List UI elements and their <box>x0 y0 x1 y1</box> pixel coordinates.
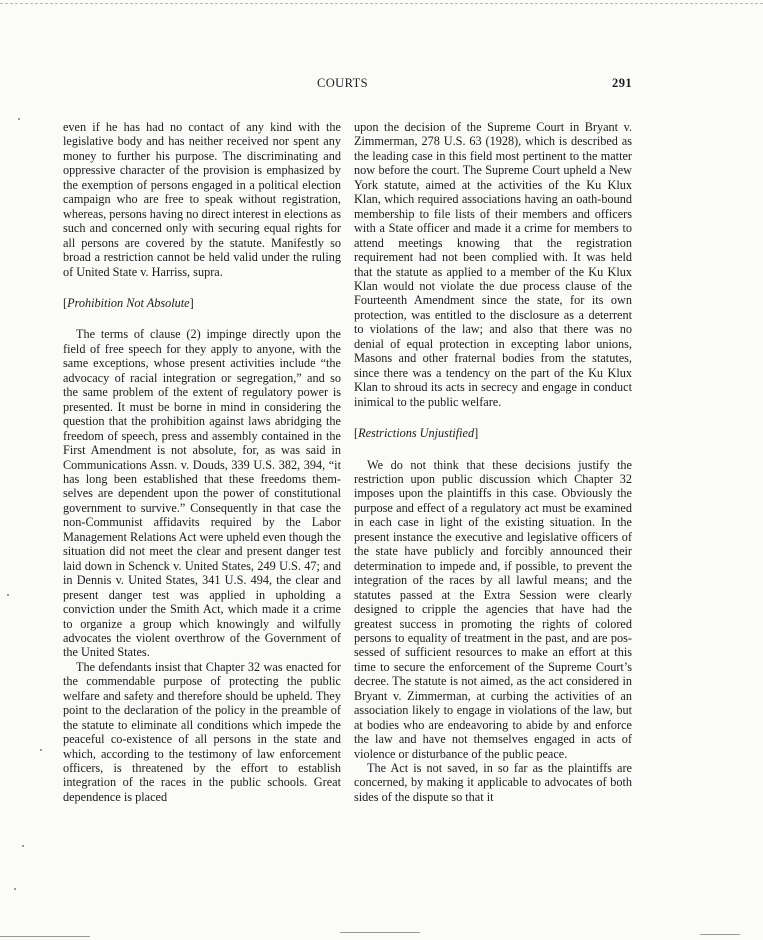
left-section-heading-text: Prohibition Not Absolute <box>67 295 190 310</box>
left-paragraph-3: The defendants insist that Chapter 32 was enacted for the commendable purpose of protecting the public welfare and safety and therefore should be upheld. They point to the declaration of the policy in the preamble of the statute to eliminate all conditions which impede the peaceful co-existence of all persons in the state and which, according to the testimony of law enforcement officers, is threatened by the effort to establish integration of the races in the public schools. Great dependence is placed <box>63 659 341 804</box>
right-paragraph-1: upon the decision of the Supreme Court in Bryant v. Zimmerman, 278 U.S. 63 (1928), which is described as the leading case in this field most pertinent to the matter now before the court. The Supreme Court upheld a New York statute, aimed at the activities of the Ku Klux Klan, which required associations having an oath-bound membership to file lists of their members and officers with a State officer and made it a crime for members to attend meetings knowing that the registration requirement had not been complied with. It was held that the statute as applied to a member of the Ku Klux Klan would not violate the due process clause of the Fourteenth Amendment since the state, for its own protection, was entitled to the disclosure as a deterrent to violations of the law; and also that there was no denial of equal protection in excepting labor unions, Masons and other fraternal bodies from the statutes, since there was a tendency on the part of the Ku Klux Klan to shroud its acts in secrecy and engage in conduct inimical to the public welfare. <box>354 120 632 409</box>
left-paragraph-1: even if he has had no contact of any kind with the legislative body and has neither received nor spent any money to further his purpose. The discriminating and oppressive character of the provision is emphasized by the exemption of persons engaged in a political election campaign who are free to speak without registration, whereas, persons having no direct interest in elections as such and concerned only with securing equal rights for all persons are covered by the statute. Manifestly so broad a restriction cannot be held valid under the ruling of United State v. Harriss, supra. <box>63 120 341 279</box>
scan-speck <box>18 118 20 120</box>
page-top-border <box>0 3 763 4</box>
left-column <box>63 120 341 804</box>
scan-edge-line <box>0 936 90 937</box>
scan-edge-line <box>340 932 420 933</box>
page-number: 291 <box>612 76 632 90</box>
scan-speck <box>7 594 9 596</box>
left-paragraph-2: The terms of clause (2) impinge directly upon the field of free speech for they apply to anyone, with the same exceptions, whose present activities include “the advocacy of racial integration or segregation,” and so the same problem of the extent of regulatory power is presented. It must be borne in mind in considering the question that the prohibition against laws abridging the freedom of speech, press and assembly contained in the First Amendment is not absolute, for, as was said in Communications Assn. v. Douds, 339 U.S. 382, 394, “it has long been established that these freedoms themselves are dependent upon the power of constitutional government to survive.” Consequently in that case the non-Communist affidavits required by the Labor Management Relations Act were upheld even though the situation did not meet the clear and present danger test laid down in Schenck v. United States, 249 U.S. 47; and in Dennis v. United States, 341 U.S. 494, the clear and present danger test was applied in upholding a conviction under the Smith Act, which made it a crime to organize a group which knowingly and wilfully advocates the violent overthrow of the Government of the United States. <box>63 327 341 660</box>
right-section-heading: [Restrictions Unjustified] <box>354 426 479 441</box>
right-paragraph-3: The Act is not saved, in so far as the plaintiffs are concerned, by making it applicable to advocates of both sides of the dispute so that it <box>354 761 632 804</box>
scan-edge-line <box>700 934 740 935</box>
right-column <box>354 120 632 804</box>
scan-speck <box>40 749 42 751</box>
scan-speck <box>22 845 24 847</box>
running-head-title: COURTS <box>317 76 368 90</box>
scan-speck <box>14 888 16 890</box>
left-section-heading: [Prohibition Not Absolute] <box>63 295 194 310</box>
right-paragraph-2: We do not think that these decisions justify the restriction upon public discussion which Chapter 32 imposes upon the plaintiffs in this case. Obviously the purpose and effect of a regulatory act must be examined in each case in light of the existing situation. In the present instance the executive and legislative officers of the state have publicly and forcibly announced their determination to impede and, if possible, to prevent the integration of the races by all lawful means; and the statutes passed at the Extra Session were clearly designed to cripple the agencies that have had the greatest success in promoting the rights of colored persons to equality of treatment in the past, and are possessed of sufficient resources to make an effort at this time to secure the enforcement of the Supreme Court’s decree. The statute is not aimed, as the act considered in Bryant v. Zimmerman, at curbing the activities of an association likely to engage in violations of the law, but at bodies who are endeavoring to abide by and enforce the law and have not themselves engaged in acts of violence or disturbance of the public peace. <box>354 457 632 761</box>
right-section-heading-text: Restrictions Unjustified <box>358 426 475 441</box>
